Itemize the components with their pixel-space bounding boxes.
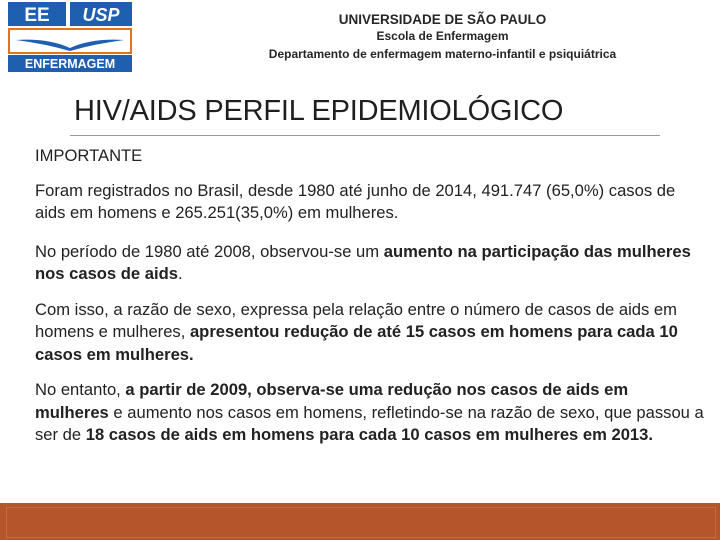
logo-text-ee: EE: [24, 5, 50, 26]
paragraph-registered-cases: Foram registrados no Brasil, desde 1980 até junho de 2014, 491.747 (65,0%) casos de aids em homens e 265.251(35,0%) em mulheres.: [35, 180, 676, 222]
p3-text-a: Com isso, a razão de sexo, expressa pela relação entre o número de casos de aids em homens e mulheres,: [35, 299, 677, 341]
header-university: UNIVERSIDADE DE SÃO PAULO: [338, 12, 547, 27]
p4-text-a: No entanto,: [35, 380, 126, 399]
p4-bold-d: 18 casos de aids em homens para cada 10 casos em mulheres em 2013.: [85, 425, 654, 444]
p3-bold: apresentou redução de até 15 casos em homens para cada 10 casos em mulheres.: [35, 322, 678, 364]
header-school: Escola de Enfermagem: [376, 29, 509, 43]
p4-bold-b: a partir de 2009, observa-se uma redução nos casos de aids em mulheres: [35, 380, 629, 422]
paragraph-2009-trend: [35, 379, 705, 447]
section-heading: IMPORTANTE: [35, 146, 143, 165]
p2-text-a: No período de 1980 até 2008, observou-se um: [35, 241, 384, 261]
eeusp-logo: [8, 2, 134, 72]
institution-header: [225, 12, 660, 63]
footer-bar: [0, 503, 720, 540]
footer-bar-inner-border: [6, 507, 716, 538]
eeusp-logo-graphic: [8, 2, 134, 72]
title-divider: [70, 135, 660, 136]
p4-text-c: e aumento nos casos em homens, refletindo-se na razão de sexo, que passou a ser de: [35, 402, 704, 444]
paragraph-sex-ratio: [35, 299, 705, 367]
slide-body: [35, 145, 705, 447]
p2-bold: aumento na participação das mulheres nos casos de aids: [35, 241, 691, 283]
slide-title: HIV/AIDS PERFIL EPIDEMIOLÓGICO: [74, 95, 564, 127]
p2-text-c: .: [177, 264, 183, 283]
paragraph-women-increase: [35, 241, 705, 286]
logo-text-usp: USP: [82, 5, 120, 25]
header-department: Departamento de enfermagem materno-infantil e psiquiátrica: [268, 47, 617, 61]
logo-caption: ENFERMAGEM: [24, 57, 116, 71]
